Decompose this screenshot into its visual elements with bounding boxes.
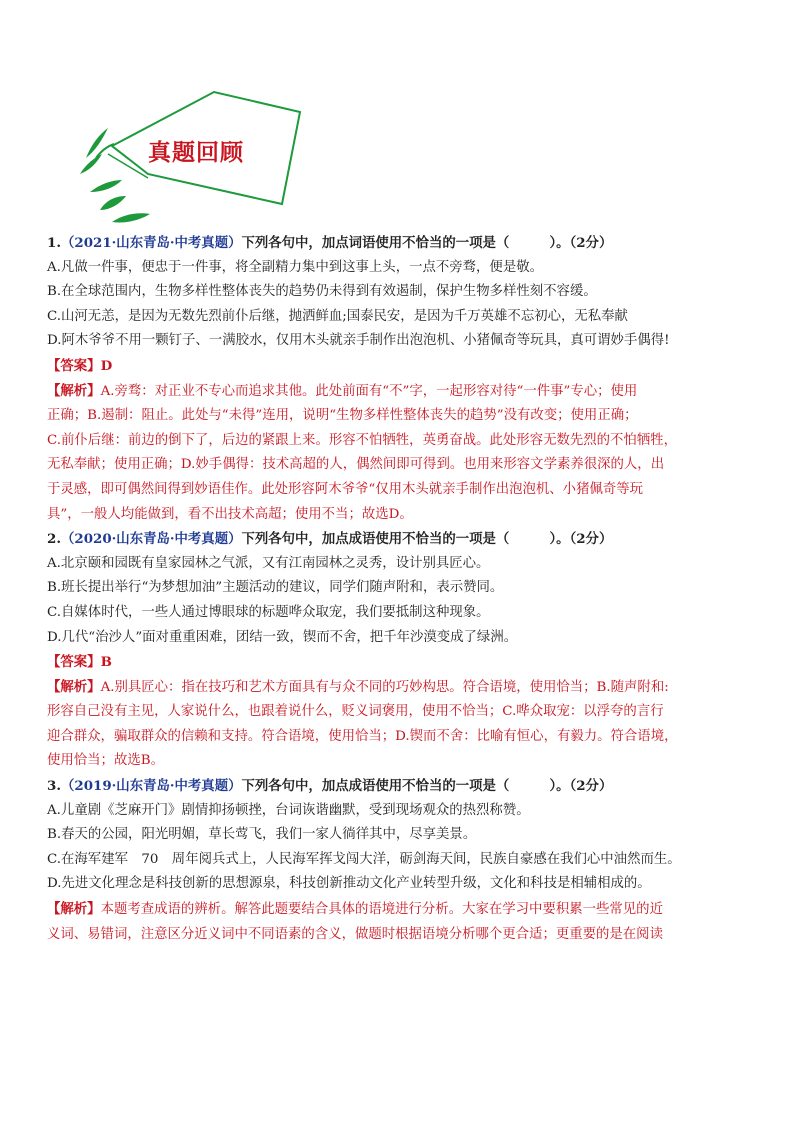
option-d: D.阿木爷爷不用一颗钉子、一满胶水，仅用木头就亲手制作出泡泡机、小猪佩奇等玩具，真可谓妙手偶得! bbox=[47, 333, 670, 349]
analysis-line: 于灵感，即可偶然间得到妙语佳作。此处形容阿木爷爷“仅用木头就亲手制作出泡泡机、小猪佩奇等玩 bbox=[47, 481, 644, 497]
answer: 【答案】B bbox=[47, 654, 112, 671]
option-c: C.自媒体时代，一些人通过博眼球的标题哗众取宠，我们要抵制这种现象。 bbox=[47, 604, 490, 620]
question-3 bbox=[47, 774, 747, 947]
option-d: D.几代“治沙人”面对重重困难，团结一致，锲而不舍，把千年沙漠变成了绿洲。 bbox=[47, 629, 518, 645]
document-body bbox=[47, 231, 747, 947]
option-c: C.山河无恙，是因为无数先烈前仆后继，抛洒鲜血;国泰民安，是因为千万英雄不忘初心，无私奉献 bbox=[47, 308, 628, 324]
question-stem: 1.（2021·山东青岛·中考真题）下列各句中，加点词语使用不恰当的一项是（ ）。（2分） bbox=[47, 235, 613, 251]
analysis-line: 【解析】本题考查成语的辨析。解答此题要结合具体的语境进行分析。大家在学习中要积累一些常见的近 bbox=[47, 901, 663, 918]
option-b: B.班长提出举行“为梦想加油”主题活动的建议，同学们随声附和，表示赞同。 bbox=[47, 580, 504, 596]
analysis-line: 迎合群众，骗取群众的信赖和支持。符合语境，使用恰当；D.锲而不舍：比喻有恒心，有毅力。符合语境， bbox=[47, 728, 678, 744]
option-b: B.在全球范围内，生物多样性整体丧失的趋势仍未得到有效遏制，保护生物多样性刻不容缓。 bbox=[47, 284, 597, 300]
question-source: （2020·山东青岛·中考真题） bbox=[60, 531, 242, 548]
question-1 bbox=[47, 231, 747, 527]
question-source: （2021·山东青岛·中考真题） bbox=[60, 235, 242, 251]
option-b: B.春天的公园，阳光明媚，草长莺飞，我们一家人徜徉其中，尽享美景。 bbox=[47, 827, 477, 843]
section-title: 真题回顾 bbox=[148, 139, 244, 166]
analysis-line: 形容自己没有主见，人家说什么，也跟着说什么，贬义词褒用，使用不恰当；C.哗众取宠：以浮夸的言行 bbox=[47, 704, 664, 720]
analysis-line: 【解析】A.别具匠心：指在技巧和艺术方面具有与众不同的巧妙构思。符合语境，使用恰当；B.随声附和: bbox=[47, 678, 669, 695]
analysis-line: 义词、易错词，注意区分近义词中不同语素的含义，做题时根据语境分析哪个更合适；更重要的是在阅读 bbox=[47, 926, 663, 942]
option-a: A.北京颐和园既有皇家园林之气派，又有江南园林之灵秀，设计别具匠心。 bbox=[47, 555, 490, 571]
analysis-line: 使用恰当；故选B。 bbox=[47, 753, 164, 769]
question-stem: 2.（2020·山东青岛·中考真题）下列各句中，加点成语使用不恰当的一项是（ ）。（2分） bbox=[47, 531, 613, 548]
analysis-line: 具”，一般人均能做到，看不出技术高超；使用不当；故选D。 bbox=[47, 506, 413, 522]
question-stem: 3.（2019·山东青岛·中考真题）下列各句中，加点成语使用不恰当的一项是（ ）。（2分） bbox=[47, 778, 613, 795]
analysis-line: C.前仆后继：前边的倒下了，后边的紧跟上来。形容不怕牺牲，英勇奋战。此处形容无数先烈的不怕牺牲， bbox=[47, 432, 677, 448]
answer: 【答案】D bbox=[47, 357, 113, 374]
analysis-line: 无私奉献；使用正确；D.妙手偶得：技术高超的人，偶然间即可得到。也用来形容文学素养很深的人，出 bbox=[47, 457, 665, 473]
option-a: A.凡做一件事，便忠于一件事，将全副精力集中到这事上头，一点不旁骛，便是敬。 bbox=[47, 259, 543, 275]
option-d: D.先进文化理念是科技创新的思想源泉，科技创新推动文化产业转型升级，文化和科技是相辅相成的。 bbox=[47, 876, 651, 892]
analysis-line: 【解析】A.旁骛：对正业不专心而追求其他。此处前面有“不”字，一起形容对待“一件事”专心；使用 bbox=[47, 382, 638, 399]
option-a: A.儿童剧《芝麻开门》剧情抑扬顿挫，台词诙谐幽默，受到现场观众的热烈称赞。 bbox=[47, 802, 530, 818]
question-2 bbox=[47, 527, 747, 774]
analysis-line: 正确；B.遏制：阻止。此处与“未得”连用，说明“生物多样性整体丧失的趋势”没有改变；使用正确； bbox=[47, 408, 638, 424]
question-source: （2019·山东青岛·中考真题） bbox=[60, 778, 242, 795]
option-c: C.在海军建军 70 周年阅兵式上，人民海军挥戈闯大洋，砺剑海天间，民族自豪感在我们心中油然而生。 bbox=[47, 851, 681, 867]
